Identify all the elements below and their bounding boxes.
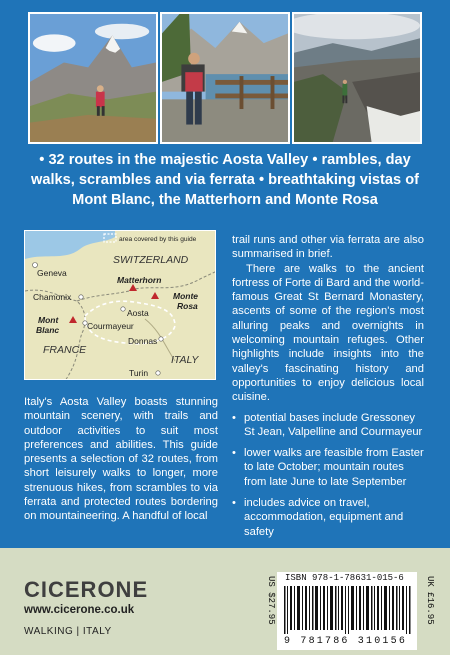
town-dot-chamonix (79, 295, 83, 299)
town-dot-aosta (121, 307, 125, 311)
barcode-number: 9 781786 310156 (284, 636, 408, 647)
map-label-matterhorn: Matterhorn (117, 275, 162, 285)
description-para-2: There are walks to the ancient fortress of Forte di Bard and the world-famous Great St Bernard Monastery, ascents of some of the region's most alluring peaks and overnights in welcoming mountain refuges. Other highlights include insights into the valley's fascinating history and opportunities to enjoy delicious local cuisine. (232, 262, 424, 404)
price-uk: UK £16.95 (425, 576, 435, 625)
isbn-text: ISBN 978-1-78631-015-6 (285, 573, 404, 583)
map-label-france: FRANCE (43, 344, 87, 356)
map-label-geneva: Geneva (37, 268, 67, 278)
map-label-switzerland: SWITZERLAND (113, 254, 189, 266)
cicerone-logo: CICERONE (24, 577, 149, 602)
photo-hiker-lake (160, 12, 290, 144)
headline-features: • 32 routes in the majestic Aosta Valley • rambles, day walks, scrambles and via ferrata • breathtaking vistas of Mont Blanc, the Matterhorn and Monte Rosa (31, 152, 419, 208)
photo-matterhorn-hiker (28, 12, 158, 144)
description-para-1: trail runs and other via ferrata are also summarised in brief. (232, 234, 424, 261)
highlights-list (232, 411, 424, 539)
map-label-monte-rosa-2: Rosa (177, 301, 198, 311)
town-dot-donnas (159, 337, 163, 341)
map-label-monte-rosa-1: Monte (173, 291, 199, 301)
highlight-item: • lower walks are feasible from Easter to late October; mountain routes from late June to late September (232, 446, 424, 489)
highlight-item: • potential bases include Gressoney St Jean, Valpelline and Courmayeur (232, 411, 424, 440)
highlight-item: • includes advice on travel, accommodation, equipment and safety (232, 496, 424, 539)
price-us: US $27.95 (266, 576, 276, 625)
map-label-turin: Turin (129, 368, 149, 378)
map-label-mont-blanc-2: Blanc (36, 325, 60, 335)
map-label-mont-blanc-1: Mont (38, 315, 59, 325)
town-dot-turin (156, 371, 160, 375)
map-label-donnas: Donnas (128, 336, 158, 346)
map-legend: area covered by this guide (119, 236, 197, 243)
map-label-aosta: Aosta (127, 308, 149, 318)
map-label-italy: ITALY (171, 354, 199, 366)
barcode-bars (284, 586, 414, 634)
map-label-chamonix: Chamonix (33, 292, 72, 302)
description-column (232, 233, 424, 546)
publisher-url[interactable]: www.cicerone.co.uk (24, 604, 135, 616)
map-label-courmayeur: Courmayeur (87, 321, 134, 331)
location-map (24, 230, 216, 380)
town-dot-geneva (33, 263, 38, 268)
intro-text: Italy's Aosta Valley boasts stunning mountain scenery, with trails and outdoor activities to suit most preferences and abilities. This guide presents a selection of 32 routes, from short leisurely walks to longer, more strenuous hikes, from scrambles to via ferrata and protected routes bordering on mountaineering. A handful of local (24, 396, 218, 523)
category-tag: WALKING | ITALY (24, 626, 112, 637)
photo-ridge-path (292, 12, 422, 144)
